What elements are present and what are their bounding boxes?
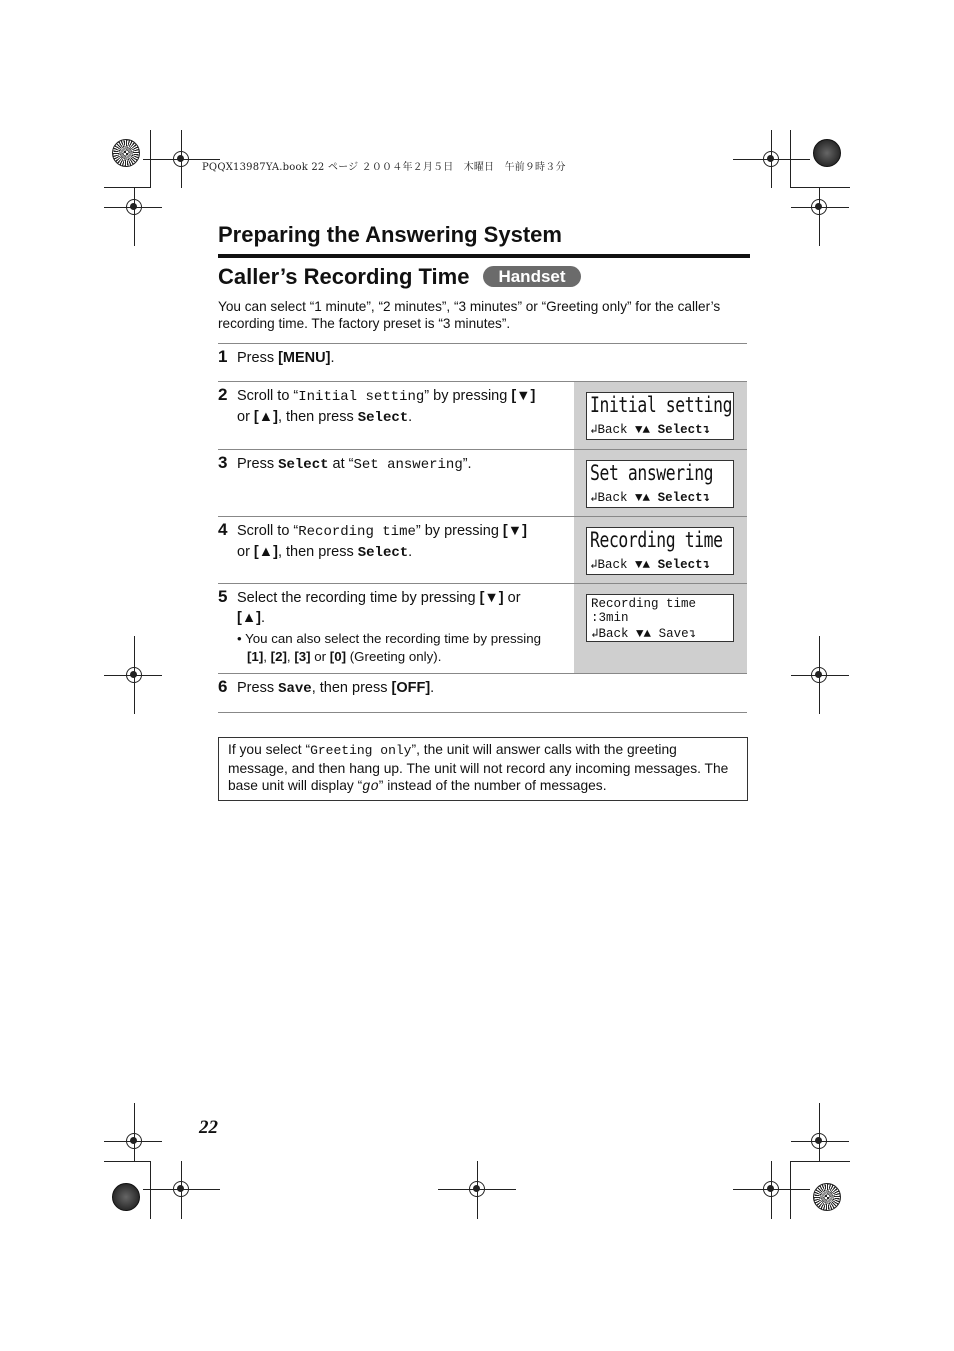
dark-circle-icon (112, 1183, 140, 1211)
step-3-text: Press Select at “Set answering”. (237, 456, 472, 473)
note-text: If you select “Greeting only”, the unit will answer calls with the greeting message, and then hang up. The unit will not record any incoming messages. The base unit will display “ɡo” instead of the number of messages. (228, 742, 729, 795)
menu-key: [MENU] (278, 350, 331, 366)
page-title: Caller’s Recording Time (218, 264, 470, 289)
step-1-text: Press [MENU]. (237, 350, 335, 366)
divider (218, 343, 747, 344)
step-number: 5 (218, 587, 228, 606)
registration-mark-icon (763, 1181, 779, 1197)
starburst-icon (112, 139, 140, 167)
divider (218, 583, 747, 584)
registration-mark-icon (126, 667, 142, 683)
go-display: ɡo (362, 780, 379, 795)
registration-mark-icon (763, 151, 779, 167)
starburst-icon (813, 1183, 841, 1211)
lcd-screen-recording-time-3min: Recording time :3min ↲Back ▼▲ Save↴ (586, 594, 734, 642)
registration-mark-icon (469, 1181, 485, 1197)
handset-badge: Handset (483, 266, 581, 287)
step-number: 2 (218, 385, 228, 404)
page-number: 22 (199, 1117, 218, 1138)
divider (218, 712, 747, 713)
divider (218, 516, 747, 517)
step-5-text: Select the recording time by pressing [▼] or [▲]. (237, 590, 521, 626)
file-header: PQQX13987YA.book 22 ページ ２００４年２月５日 木曜日 午前９時３分 (202, 162, 566, 173)
divider (218, 449, 747, 450)
lcd-screen-recording-time: Recording time ↲Back ▼▲ Select↴ (586, 527, 734, 575)
divider (218, 381, 747, 382)
step-number: 6 (218, 677, 228, 696)
divider (218, 673, 747, 674)
registration-mark-icon (126, 1133, 142, 1149)
registration-mark-icon (173, 151, 189, 167)
note-box (218, 737, 748, 801)
title-rule (218, 254, 750, 258)
registration-mark-icon (811, 199, 827, 215)
lcd-screen-set-answering: Set answering ↲Back ▼▲ Select↴ (586, 460, 734, 508)
intro-text: You can select “1 minute”, “2 minutes”, “3 minutes” or “Greeting only” for the caller’s recording time. The factory preset is “3 minutes”. (218, 299, 721, 331)
step-number: 3 (218, 453, 228, 472)
section-title: Preparing the Answering System (218, 222, 562, 247)
registration-mark-icon (811, 1133, 827, 1149)
step-2-text: Scroll to “Initial setting” by pressing [▼] or [▲], then press Select. (237, 388, 536, 426)
dark-circle-icon (813, 139, 841, 167)
registration-mark-icon (126, 199, 142, 215)
step-4-text: Scroll to “Recording time” by pressing [▼] or [▲], then press Select. (237, 523, 527, 561)
registration-mark-icon (811, 667, 827, 683)
step-5-bullet: • You can also select the recording time by pressing [1], [2], [3] or [0] (Greeting only). (237, 631, 542, 664)
step-6-text: Press Save, then press [OFF]. (237, 680, 435, 697)
registration-mark-icon (173, 1181, 189, 1197)
step-number: 4 (218, 520, 228, 539)
lcd-screen-initial-setting: Initial setting ↲Back ▼▲ Select↴ (586, 392, 734, 440)
step-number: 1 (218, 347, 228, 366)
